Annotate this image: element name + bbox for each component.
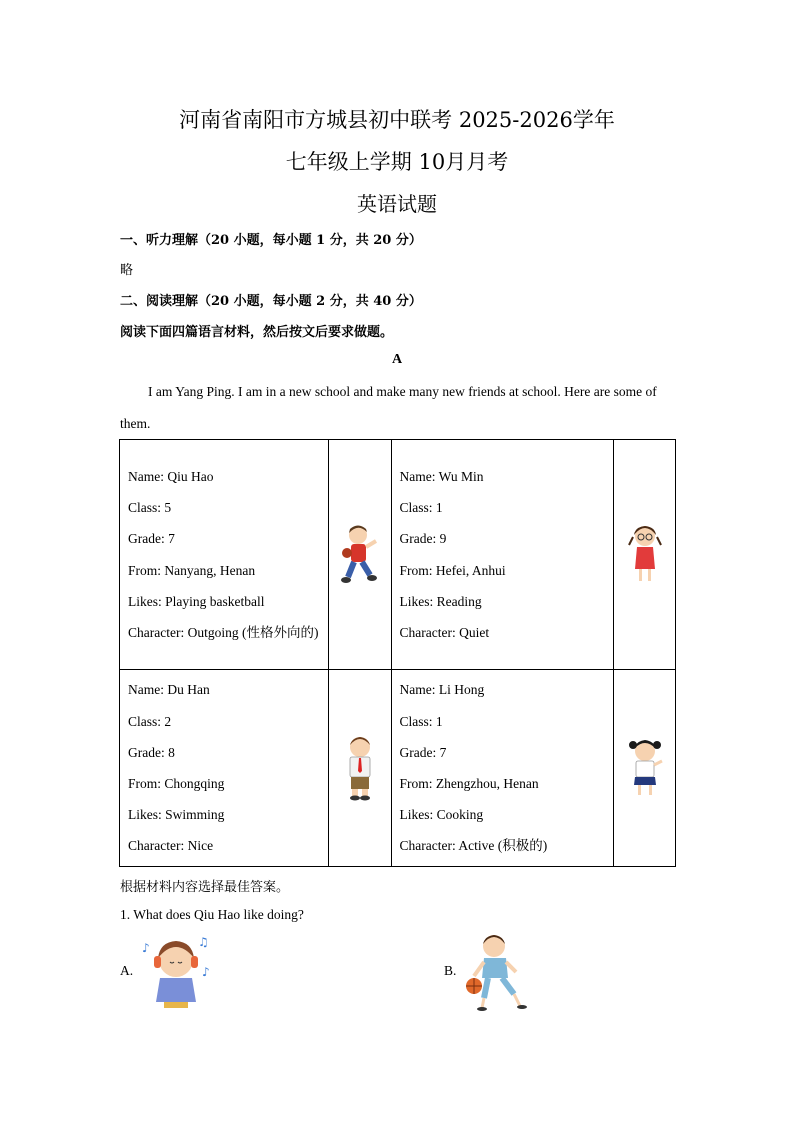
profile-cell	[120, 440, 329, 670]
boy-running-illustration	[338, 523, 382, 587]
profile-character: Character: Quiet	[399, 624, 490, 640]
section2-instruction: 阅读下面四篇语言材料，然后按文后要求做题。	[120, 325, 394, 340]
svg-text:♪: ♪	[142, 941, 150, 955]
exam-title-line2: 七年级上学期 10月月考	[285, 150, 509, 174]
passage-label: A	[391, 352, 403, 367]
profile-likes: Likes: Playing basketball	[128, 593, 265, 609]
profile-from: From: Chongqing	[128, 776, 225, 791]
profile-name: Name: Li Hong	[399, 682, 485, 698]
section1-content: 略	[120, 263, 134, 278]
svg-text:♪: ♪	[202, 965, 210, 979]
passage-intro: I am Yang Ping. I am in a new school and make many new friends at school. Here are some of them.	[120, 384, 657, 431]
profile-grade: Grade: 9	[399, 531, 447, 547]
profile-cell	[391, 670, 614, 867]
profile-grade: Grade: 7	[399, 744, 447, 760]
profile-class: Class: 5	[128, 500, 172, 516]
table-row	[120, 440, 676, 670]
profile-character: Character: Nice	[128, 838, 214, 854]
question1-text: 1. What does Qiu Hao like doing?	[120, 907, 304, 922]
girl-glasses-illustration	[625, 523, 665, 587]
profile-from: From: Nanyang, Henan	[128, 562, 256, 578]
section2-heading: 二、阅读理解（20 小题，每小题 2 分，共 40 分）	[120, 294, 422, 309]
girl-headphones-music-illustration	[140, 932, 212, 1010]
boy-standing-illustration	[342, 735, 378, 801]
profile-from: From: Hefei, Anhui	[399, 562, 506, 578]
profile-grade: Grade: 8	[128, 744, 175, 760]
profile-picture-cell	[328, 440, 391, 670]
girl-pointing-illustration	[625, 737, 665, 799]
svg-text:♫: ♫	[198, 935, 209, 949]
profile-picture-cell	[614, 670, 676, 867]
option-a-label[interactable]: A.	[120, 963, 134, 978]
profile-picture-cell	[614, 440, 676, 670]
profile-likes: Likes: Reading	[399, 593, 482, 609]
friends-profile-table	[119, 439, 676, 867]
profile-grade: Grade: 7	[128, 531, 175, 547]
option-b-picture[interactable]	[460, 932, 530, 1012]
profile-name: Name: Wu Min	[399, 468, 484, 484]
profile-name: Name: Qiu Hao	[128, 468, 214, 484]
boy-basketball-illustration	[460, 932, 530, 1012]
profile-cell	[391, 440, 614, 670]
profile-picture-cell	[328, 670, 391, 867]
profile-from: From: Zhengzhou, Henan	[399, 776, 539, 791]
profile-likes: Likes: Cooking	[399, 807, 484, 823]
profile-class: Class: 2	[128, 713, 172, 729]
exam-subject-title: 英语试题	[357, 192, 437, 216]
profile-character: Character: Outgoing (性格外向的)	[128, 624, 319, 640]
profile-class: Class: 1	[399, 500, 443, 516]
profile-likes: Likes: Swimming	[128, 807, 225, 823]
exam-title-line1: 河南省南阳市方城县初中联考 2025-2026学年	[179, 108, 615, 132]
profile-name: Name: Du Han	[128, 682, 210, 698]
profile-character: Character: Active (积极的)	[399, 838, 548, 854]
option-b-label[interactable]: B.	[444, 963, 457, 978]
profile-cell	[120, 670, 329, 867]
option-a-picture[interactable]	[140, 932, 212, 1010]
profile-class: Class: 1	[399, 713, 443, 729]
section1-heading: 一、听力理解（20 小题，每小题 1 分，共 20 分）	[120, 233, 422, 248]
table-row	[120, 670, 676, 867]
question-instruction: 根据材料内容选择最佳答案。	[120, 880, 290, 895]
